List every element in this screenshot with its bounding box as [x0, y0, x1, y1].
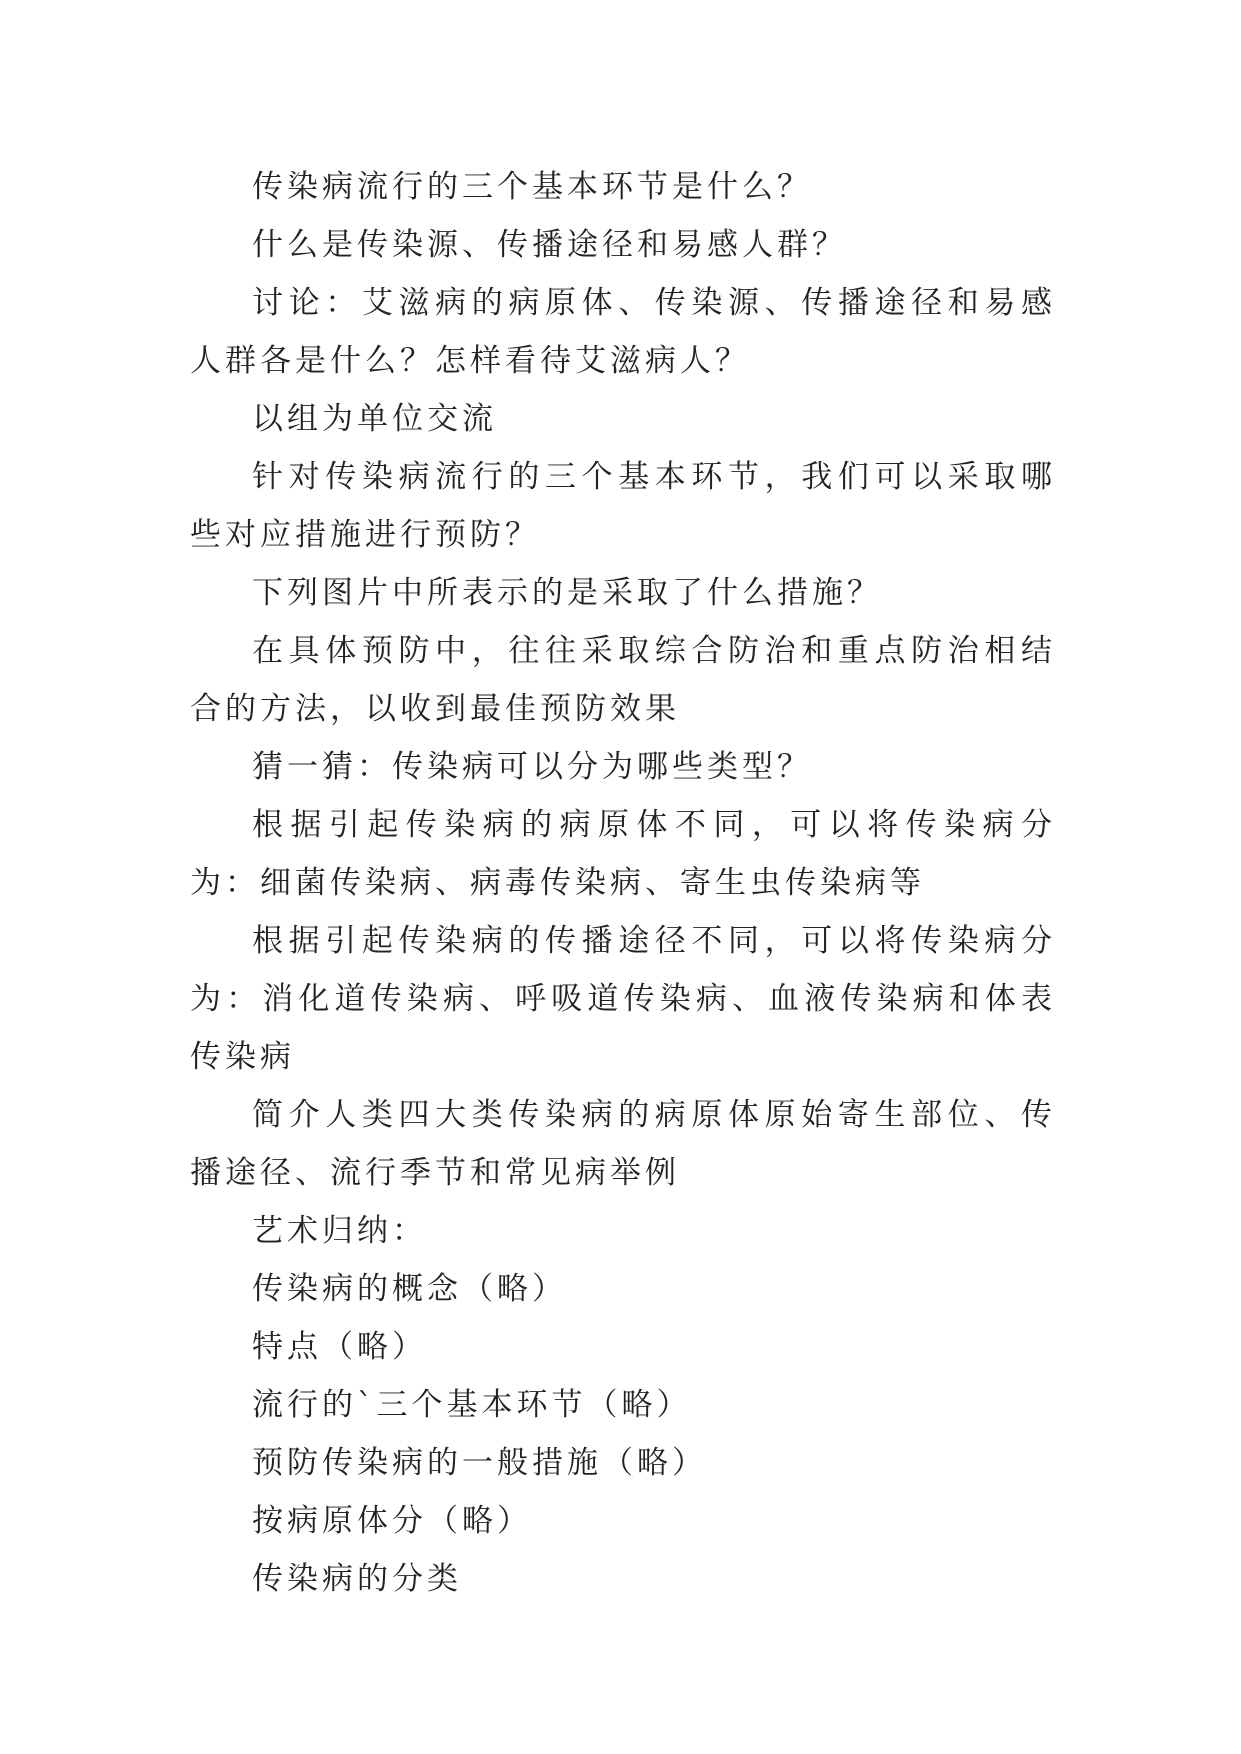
paragraph: 特点（略）: [252, 1329, 427, 1365]
paragraph: 下列图片中所表示的是采取了什么措施？: [252, 575, 882, 611]
paragraph: 预防传染病的一般措施（略）: [252, 1445, 707, 1481]
paragraph: 简介人类四大类传染病的病原体原始寄生部位、传播途径、流行季节和常见病举例: [190, 1097, 1056, 1191]
paragraph: 按病原体分（略）: [252, 1503, 532, 1539]
paragraph: 在具体预防中，往往采取综合防治和重点防治相结合的方法，以收到最佳预防效果: [190, 633, 1056, 727]
paragraph: 根据引起传染病的传播途径不同，可以将传染病分为：消化道传染病、呼吸道传染病、血液传染病和体表传染病: [190, 923, 1056, 1075]
paragraph: 以组为单位交流: [252, 401, 497, 437]
paragraph: 艺术归纳：: [252, 1213, 427, 1249]
paragraph: 传染病的概念（略）: [252, 1271, 567, 1307]
paragraph: 根据引起传染病的病原体不同，可以将传染病分为：细菌传染病、病毒传染病、寄生虫传染病等: [190, 807, 1056, 901]
paragraph: 猜一猜：传染病可以分为哪些类型？: [252, 749, 812, 785]
document-body: [190, 158, 1056, 1608]
paragraph: 针对传染病流行的三个基本环节，我们可以采取哪些对应措施进行预防？: [190, 459, 1056, 553]
paragraph: 什么是传染源、传播途径和易感人群？: [252, 227, 847, 263]
paragraph: 传染病流行的三个基本环节是什么？: [252, 169, 812, 205]
paragraph: 讨论：艾滋病的病原体、传染源、传播途径和易感人群各是什么？怎样看待艾滋病人？: [190, 285, 1056, 379]
paragraph: 传染病的分类: [252, 1561, 462, 1597]
paragraph: 流行的`三个基本环节（略）: [252, 1387, 692, 1423]
